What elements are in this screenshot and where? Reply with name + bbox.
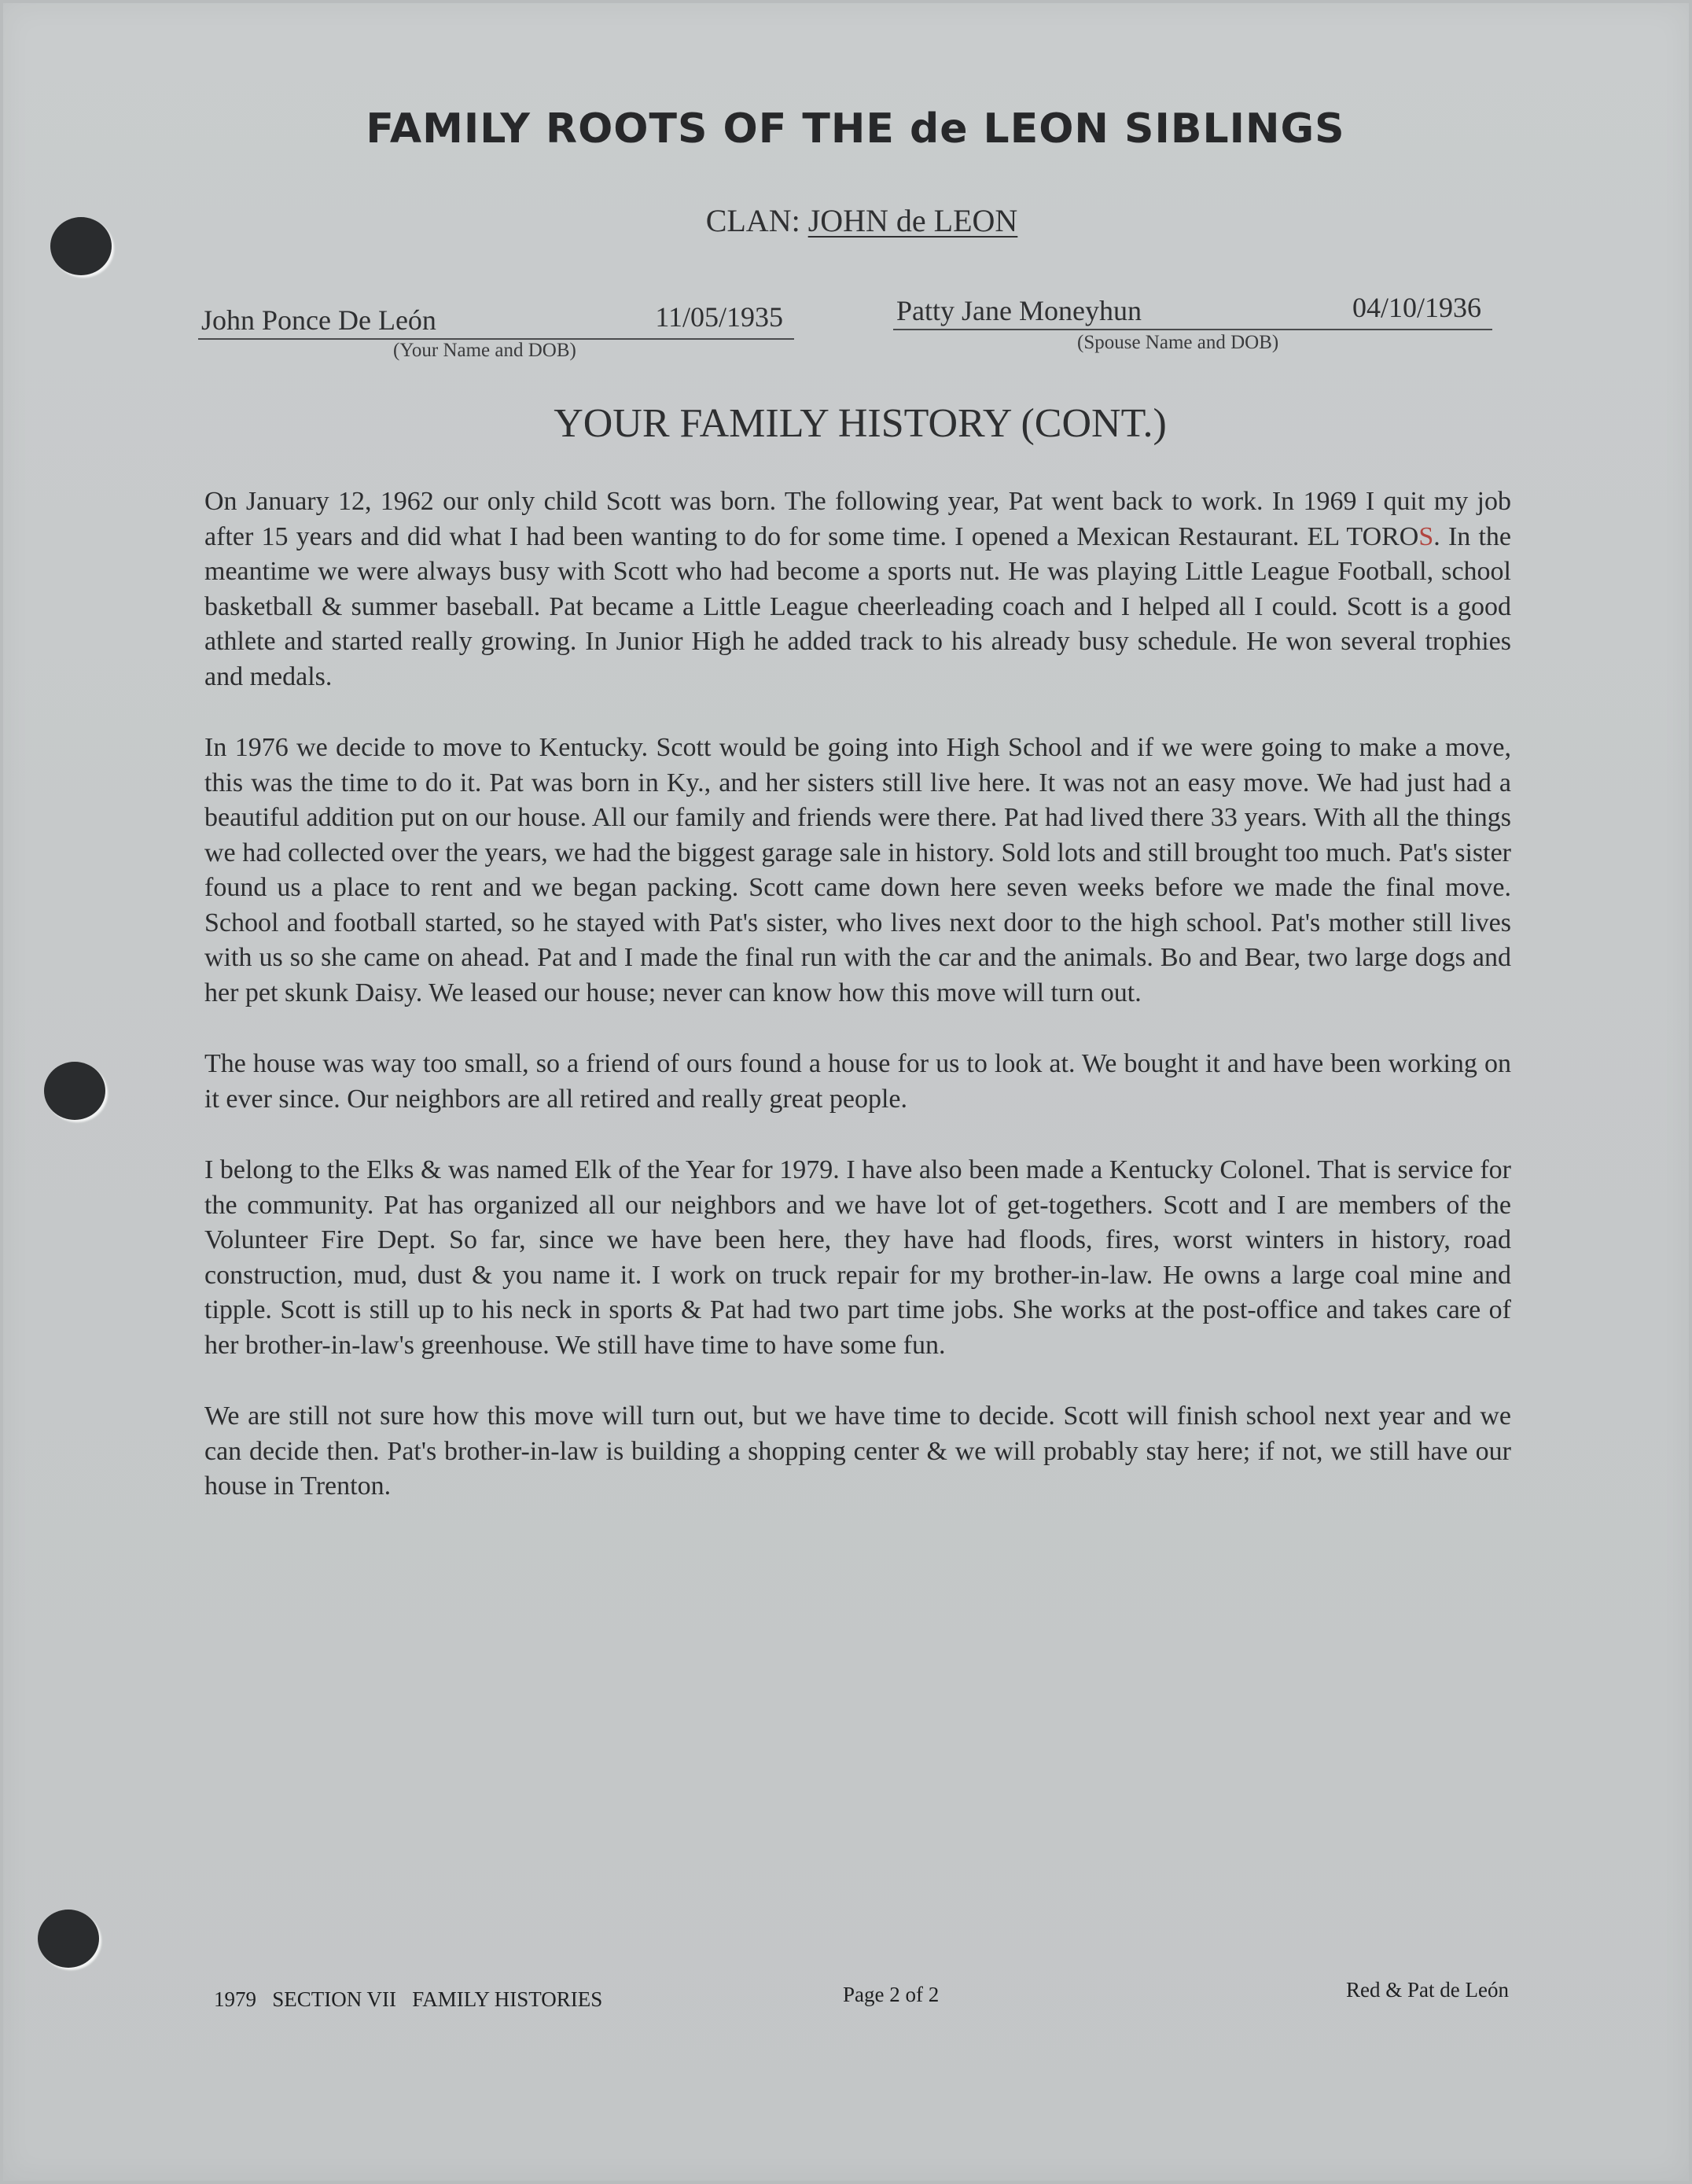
binder-hole-middle [44,1062,105,1120]
binder-hole-bottom [38,1910,99,1968]
footer-right: Red & Pat de León [1346,1978,1509,2002]
document-title: FAMILY ROOTS OF THE de LEON SIBLINGS [366,105,1345,153]
your-name: John Ponce De León [201,304,436,336]
section-heading: YOUR FAMILY HISTORY (CONT.) [554,401,1167,446]
clan-name: JOHN de LEON [807,203,1018,238]
your-name-dob-line [198,300,794,340]
clan-line [3,202,1689,239]
paragraph-4: I belong to the Elks & was named Elk of the Year for 1979. I have also been made a Kentucky Colonel. That is service for the community. Pat has organized all our neighbors and we have lot of get-togethers. Scott and I are members of the Volunteer Fire Dept. So far, since we have been here, they have had floods, fires, worst winters in history, road construction, mud, dust & you name it. I work on truck repair for my brother-in-law. He owns a large coal mine and tipple. Scott is still up to his neck in sports & Pat had two part time jobs. She works at the post-office and takes care of her brother-in-law's greenhouse. We still have time to have some fun. [204,1155,1511,1360]
your-name-caption: (Your Name and DOB) [393,340,576,361]
paragraph-3: The house was way too small, so a friend of ours found a house for us to look at. We bought it and have been working on it ever since. Our neighbors are all retired and really great people. [204,1049,1511,1114]
family-history-body [204,484,1511,1541]
your-dob: 11/05/1935 [655,301,783,333]
paragraph-2: In 1976 we decide to move to Kentucky. Scott would be going into High School and if we were going to make a move, this was the time to do it. Pat was born in Ky., and her sisters still live here. It was not an easy move. We had just had a beautiful addition put on our house. All our family and friends were there. Pat had lived there 33 years. With all the things we had collected over the years, we had the biggest garage sale in history. Sold lots and still brought too much. Pat's sister found us a place to rent and we began packing. Scott came down here seven weeks before we made the final move. School and football started, so he stayed with Pat's sister, who lives next door to the high school. Pat's mother still lives with us so she came on ahead. Pat and I made the final run with the car and the animals. Bo and Bear, two large dogs and her pet skunk Daisy. We leased our house; never can know how this move will turn out. [204,733,1511,1007]
spouse-name-caption: (Spouse Name and DOB) [1077,332,1279,353]
footer-page-number: Page 2 of 2 [843,1983,940,2006]
clan-label: CLAN: [705,203,800,238]
spouse-dob: 04/10/1936 [1352,292,1481,323]
spouse-name-dob-line [893,291,1492,330]
spouse-name: Patty Jane Moneyhun [896,295,1142,326]
paragraph-1: On January 12, 1962 our only child Scott was born. The following year, Pat went back to work. In 1969 I quit my job after 15 years and did what I had been wanting to do for some time. I opened a Mexican Restaurant. EL TOROS. In the meantime we were always busy with Scott who had become a sports nut. He was playing Little League Football, school basketball & summer baseball. Pat became a Little League cheerleading coach and I helped all I could. Scott is a good athlete and started really growing. In Junior High he added track to his already busy schedule. He won several trophies and medals. [204,487,1511,691]
paragraph-5: We are still not sure how this move will turn out, but we have time to decide. Scott will finish school next year and we can decide then. Pat's brother-in-law is building a shopping center & we will probably stay here; if not, we still have our house in Trenton. [204,1401,1511,1501]
document-page [3,3,1689,2181]
footer-left: 1979 SECTION VII FAMILY HISTORIES [214,1987,603,2011]
